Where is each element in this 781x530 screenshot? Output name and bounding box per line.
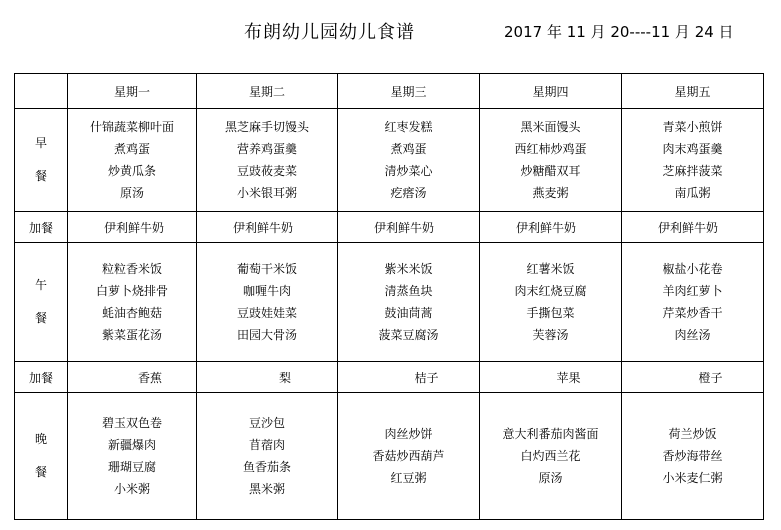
dish: 粒粒香米饭	[101, 262, 162, 276]
snack-wed: 伊利鲜牛奶	[338, 212, 480, 243]
col-header-thu: 星期四	[480, 74, 622, 109]
breakfast-label-char: 早	[34, 136, 47, 150]
dish: 肉末红烧豆腐	[514, 284, 587, 298]
dish: 紫菜蛋花汤	[101, 328, 162, 342]
dish: 新疆爆肉	[107, 438, 156, 452]
dish: 白灼西兰花	[520, 449, 581, 463]
dish: 原汤	[538, 471, 563, 485]
lunch-label-char: 餐	[34, 311, 47, 325]
dish: 田园大骨汤	[236, 328, 297, 342]
fruit-fri: 橙子	[622, 362, 764, 393]
breakfast-row	[15, 109, 764, 212]
dish: 香菇炒西葫芦	[372, 449, 445, 463]
dish: 营养鸡蛋羹	[236, 142, 297, 156]
corner-cell	[15, 74, 68, 109]
breakfast-label	[15, 109, 68, 212]
breakfast-fri	[622, 109, 764, 212]
dish: 青菜小煎饼	[662, 120, 723, 134]
lunch-wed	[338, 243, 480, 362]
lunch-tue	[197, 243, 338, 362]
dish: 小米麦仁粥	[662, 471, 723, 485]
dish: 黑米粥	[248, 482, 285, 496]
dish: 珊瑚豆腐	[107, 460, 156, 474]
dish: 小米粥	[113, 482, 150, 496]
lunch-label	[15, 243, 68, 362]
dish: 原汤	[119, 186, 144, 200]
snack-row-afternoon	[15, 362, 764, 393]
breakfast-wed	[338, 109, 480, 212]
dish: 黑芝麻手切馒头	[224, 120, 309, 134]
dish: 清炒菜心	[384, 164, 433, 178]
breakfast-mon	[68, 109, 197, 212]
dish: 疙瘩汤	[390, 186, 427, 200]
dish: 西红柿炒鸡蛋	[514, 142, 587, 156]
snack-row-morning	[15, 212, 764, 243]
breakfast-thu	[480, 109, 622, 212]
dish: 南瓜粥	[674, 186, 711, 200]
dish: 煮鸡蛋	[390, 142, 427, 156]
snack-tue: 伊利鲜牛奶	[197, 212, 338, 243]
fruit-wed: 桔子	[338, 362, 480, 393]
snack-mon: 伊利鲜牛奶	[68, 212, 197, 243]
dish: 豆豉娃娃菜	[236, 306, 297, 320]
dish: 香炒海带丝	[662, 449, 723, 463]
dish: 碧玉双色卷	[101, 416, 162, 430]
dish: 荷兰炒饭	[668, 427, 717, 441]
dish: 煮鸡蛋	[113, 142, 150, 156]
snack-thu: 伊利鲜牛奶	[480, 212, 622, 243]
menu-table	[14, 73, 764, 520]
dish: 菠菜豆腐汤	[378, 328, 439, 342]
dish: 清蒸鱼块	[384, 284, 433, 298]
fruit-tue: 梨	[197, 362, 338, 393]
dinner-fri	[622, 393, 764, 520]
dish: 红薯米饭	[526, 262, 575, 276]
lunch-row	[15, 243, 764, 362]
page-title: 布朗幼儿园幼儿食谱	[244, 22, 415, 43]
col-header-mon: 星期一	[68, 74, 197, 109]
col-header-wed: 星期三	[338, 74, 480, 109]
dish: 燕麦粥	[532, 186, 569, 200]
lunch-mon	[68, 243, 197, 362]
dish: 手撕包菜	[526, 306, 575, 320]
dinner-row	[15, 393, 764, 520]
fruit-thu: 苹果	[480, 362, 622, 393]
dish: 红豆粥	[390, 471, 427, 485]
dish: 葡萄干米饭	[236, 262, 297, 276]
date-range: 2017 年 11 月 20----11 月 24 日	[504, 23, 734, 41]
lunch-thu	[480, 243, 622, 362]
dish: 蚝油杏鲍菇	[101, 306, 162, 320]
dish: 红枣发糕	[384, 120, 433, 134]
col-header-tue: 星期二	[197, 74, 338, 109]
dish: 芝麻拌菠菜	[662, 164, 723, 178]
lunch-fri	[622, 243, 764, 362]
dish: 什锦蔬菜柳叶面	[89, 120, 174, 134]
snack-label: 加餐	[15, 362, 68, 393]
dish: 咖喱牛肉	[242, 284, 291, 298]
dish: 肉丝汤	[674, 328, 711, 342]
dish: 豆沙包	[248, 416, 285, 430]
dish: 芙蓉汤	[532, 328, 569, 342]
dish: 意大利番茄肉酱面	[502, 427, 599, 441]
dinner-wed	[338, 393, 480, 520]
dinner-thu	[480, 393, 622, 520]
dinner-label-char: 餐	[34, 465, 47, 479]
dinner-mon	[68, 393, 197, 520]
lunch-label-char: 午	[34, 278, 47, 292]
header-row	[15, 74, 764, 109]
dish: 小米银耳粥	[236, 186, 297, 200]
dish: 鱼香茄条	[242, 460, 291, 474]
dish: 椒盐小花卷	[662, 262, 723, 276]
breakfast-tue	[197, 109, 338, 212]
dish: 肉末鸡蛋羹	[662, 142, 723, 156]
dish: 黑米面馒头	[520, 120, 581, 134]
dish: 羊肉红萝卜	[662, 284, 723, 298]
dish: 紫米米饭	[384, 262, 433, 276]
snack-fri: 伊利鲜牛奶	[622, 212, 764, 243]
fruit-mon: 香蕉	[68, 362, 197, 393]
dinner-label	[15, 393, 68, 520]
dish: 白萝卜烧排骨	[95, 284, 168, 298]
snack-label: 加餐	[15, 212, 68, 243]
dinner-tue	[197, 393, 338, 520]
dish: 肉丝炒饼	[384, 427, 433, 441]
col-header-fri: 星期五	[622, 74, 764, 109]
dish: 豆豉莜麦菜	[236, 164, 297, 178]
dinner-label-char: 晚	[34, 432, 47, 446]
dish: 炒黄瓜条	[107, 164, 156, 178]
dish: 苜蓿肉	[248, 438, 285, 452]
dish: 炒糖醋双耳	[520, 164, 581, 178]
dish: 鼓油茼蒿	[384, 306, 433, 320]
breakfast-label-char: 餐	[34, 169, 47, 183]
dish: 芹菜炒香干	[662, 306, 723, 320]
